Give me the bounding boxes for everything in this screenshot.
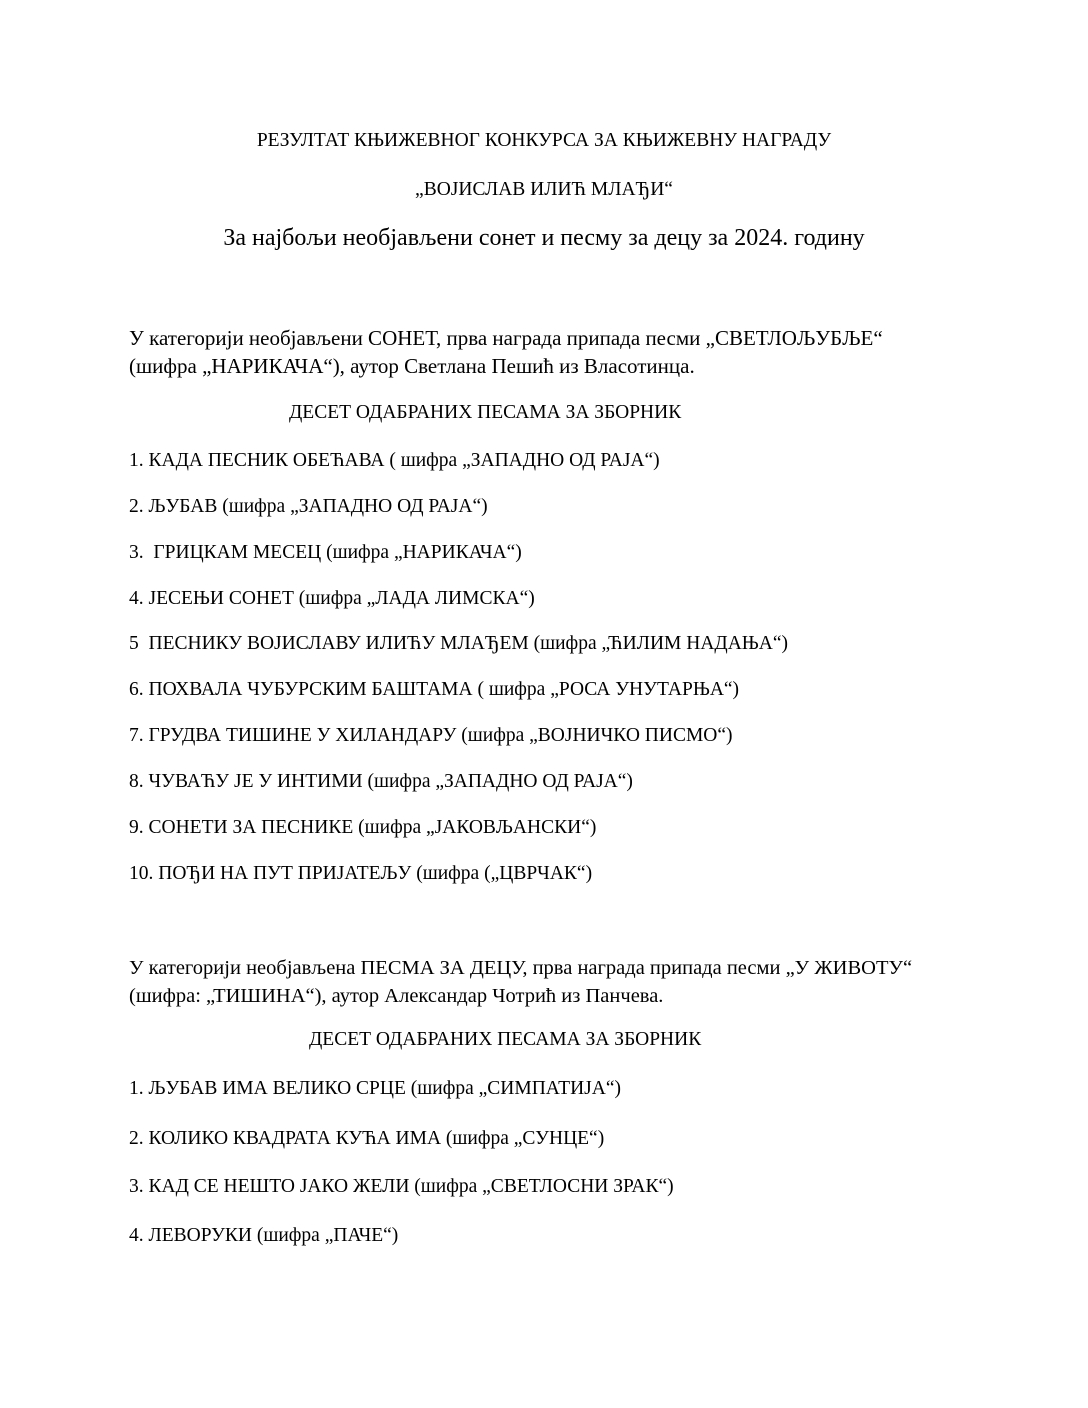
document-title-line-1: РЕЗУЛТАТ КЊИЖЕВНОГ КОНКУРСА ЗА КЊИЖЕВНУ НАГРАДУ xyxy=(256,130,832,151)
document-subtitle: За најбољи необјављени сонет и песму за децу за 2024. годину xyxy=(223,225,865,251)
sonnet-list-item: 3. ГРИЦКАМ МЕСЕЦ (шифра „НАРИКАЧА“) xyxy=(129,542,522,563)
sonnet-list-item: 7. ГРУДВА ТИШИНЕ У ХИЛАНДАРУ (шифра „ВОЈНИЧКО ПИСМО“) xyxy=(129,725,733,746)
children-intro-line-2: (шифра: „ТИШИНА“), аутор Александар Чотрић из Панчева. xyxy=(129,985,664,1007)
children-list-item: 3. КАД СЕ НЕШТО ЈАКО ЖЕЛИ (шифра „СВЕТЛОСНИ ЗРАК“) xyxy=(129,1176,674,1197)
sonnet-list-item: 9. СОНЕТИ ЗА ПЕСНИКЕ (шифра „ЈАКОВЉАНСКИ“) xyxy=(129,817,597,838)
children-list-item: 1. ЉУБАВ ИМА ВЕЛИКО СРЦЕ (шифра „СИМПАТИЈА“) xyxy=(129,1078,621,1099)
sonnet-list-item: 10. ПОЂИ НА ПУТ ПРИЈАТЕЉУ (шифра („ЦВРЧАК“) xyxy=(129,863,593,884)
sonnet-selection-heading: ДЕСЕТ ОДАБРАНИХ ПЕСАМА ЗА ЗБОРНИК xyxy=(289,402,682,423)
document-title-line-2: „ВОЈИСЛАВ ИЛИЋ МЛАЂИ“ xyxy=(415,179,673,200)
sonnet-list-item: 2. ЉУБАВ (шифра „ЗАПАДНО ОД РАЈА“) xyxy=(129,496,488,517)
sonnet-intro-paragraph xyxy=(129,324,963,380)
children-intro-paragraph xyxy=(129,954,963,1010)
children-list-item: 4. ЛЕВОРУКИ (шифра „ПАЧЕ“) xyxy=(129,1225,399,1246)
sonnet-list-item: 8. ЧУВАЋУ ЈЕ У ИНТИМИ (шифра „ЗАПАДНО ОД РАЈА“) xyxy=(129,771,633,792)
sonnet-list-item: 4. ЈЕСЕЊИ СОНЕТ (шифра „ЛАДА ЛИМСКА“) xyxy=(129,588,535,609)
sonnet-list-item: 6. ПОХВАЛА ЧУБУРСКИМ БАШТАМА ( шифра „РОСА УНУТАРЊА“) xyxy=(129,679,740,700)
sonnet-intro-line-2: (шифра „НАРИКАЧА“), аутор Светлана Пешић из Власотинца. xyxy=(129,354,695,378)
children-list-item: 2. КОЛИКО КВАДРАТА КУЋА ИМА (шифра „СУНЦЕ“) xyxy=(129,1128,605,1149)
sonnet-intro-line-1: У категорији необјављени СОНЕТ, прва награда припада песми „СВЕТЛОЉУБЉЕ“ xyxy=(129,326,883,350)
sonnet-list-item: 1. КАДА ПЕСНИК ОБЕЋАВА ( шифра „ЗАПАДНО ОД РАЈА“) xyxy=(129,450,660,471)
sonnet-list-item: 5 ПЕСНИКУ ВОЈИСЛАВУ ИЛИЋУ МЛАЂЕМ (шифра „ЋИЛИМ НАДАЊА“) xyxy=(129,633,789,654)
children-selection-heading: ДЕСЕТ ОДАБРАНИХ ПЕСАМА ЗА ЗБОРНИК xyxy=(309,1029,702,1050)
children-intro-line-1: У категорији необјављена ПЕСМА ЗА ДЕЦУ, прва награда припада песми „У ЖИВОТУ“ xyxy=(129,957,913,979)
